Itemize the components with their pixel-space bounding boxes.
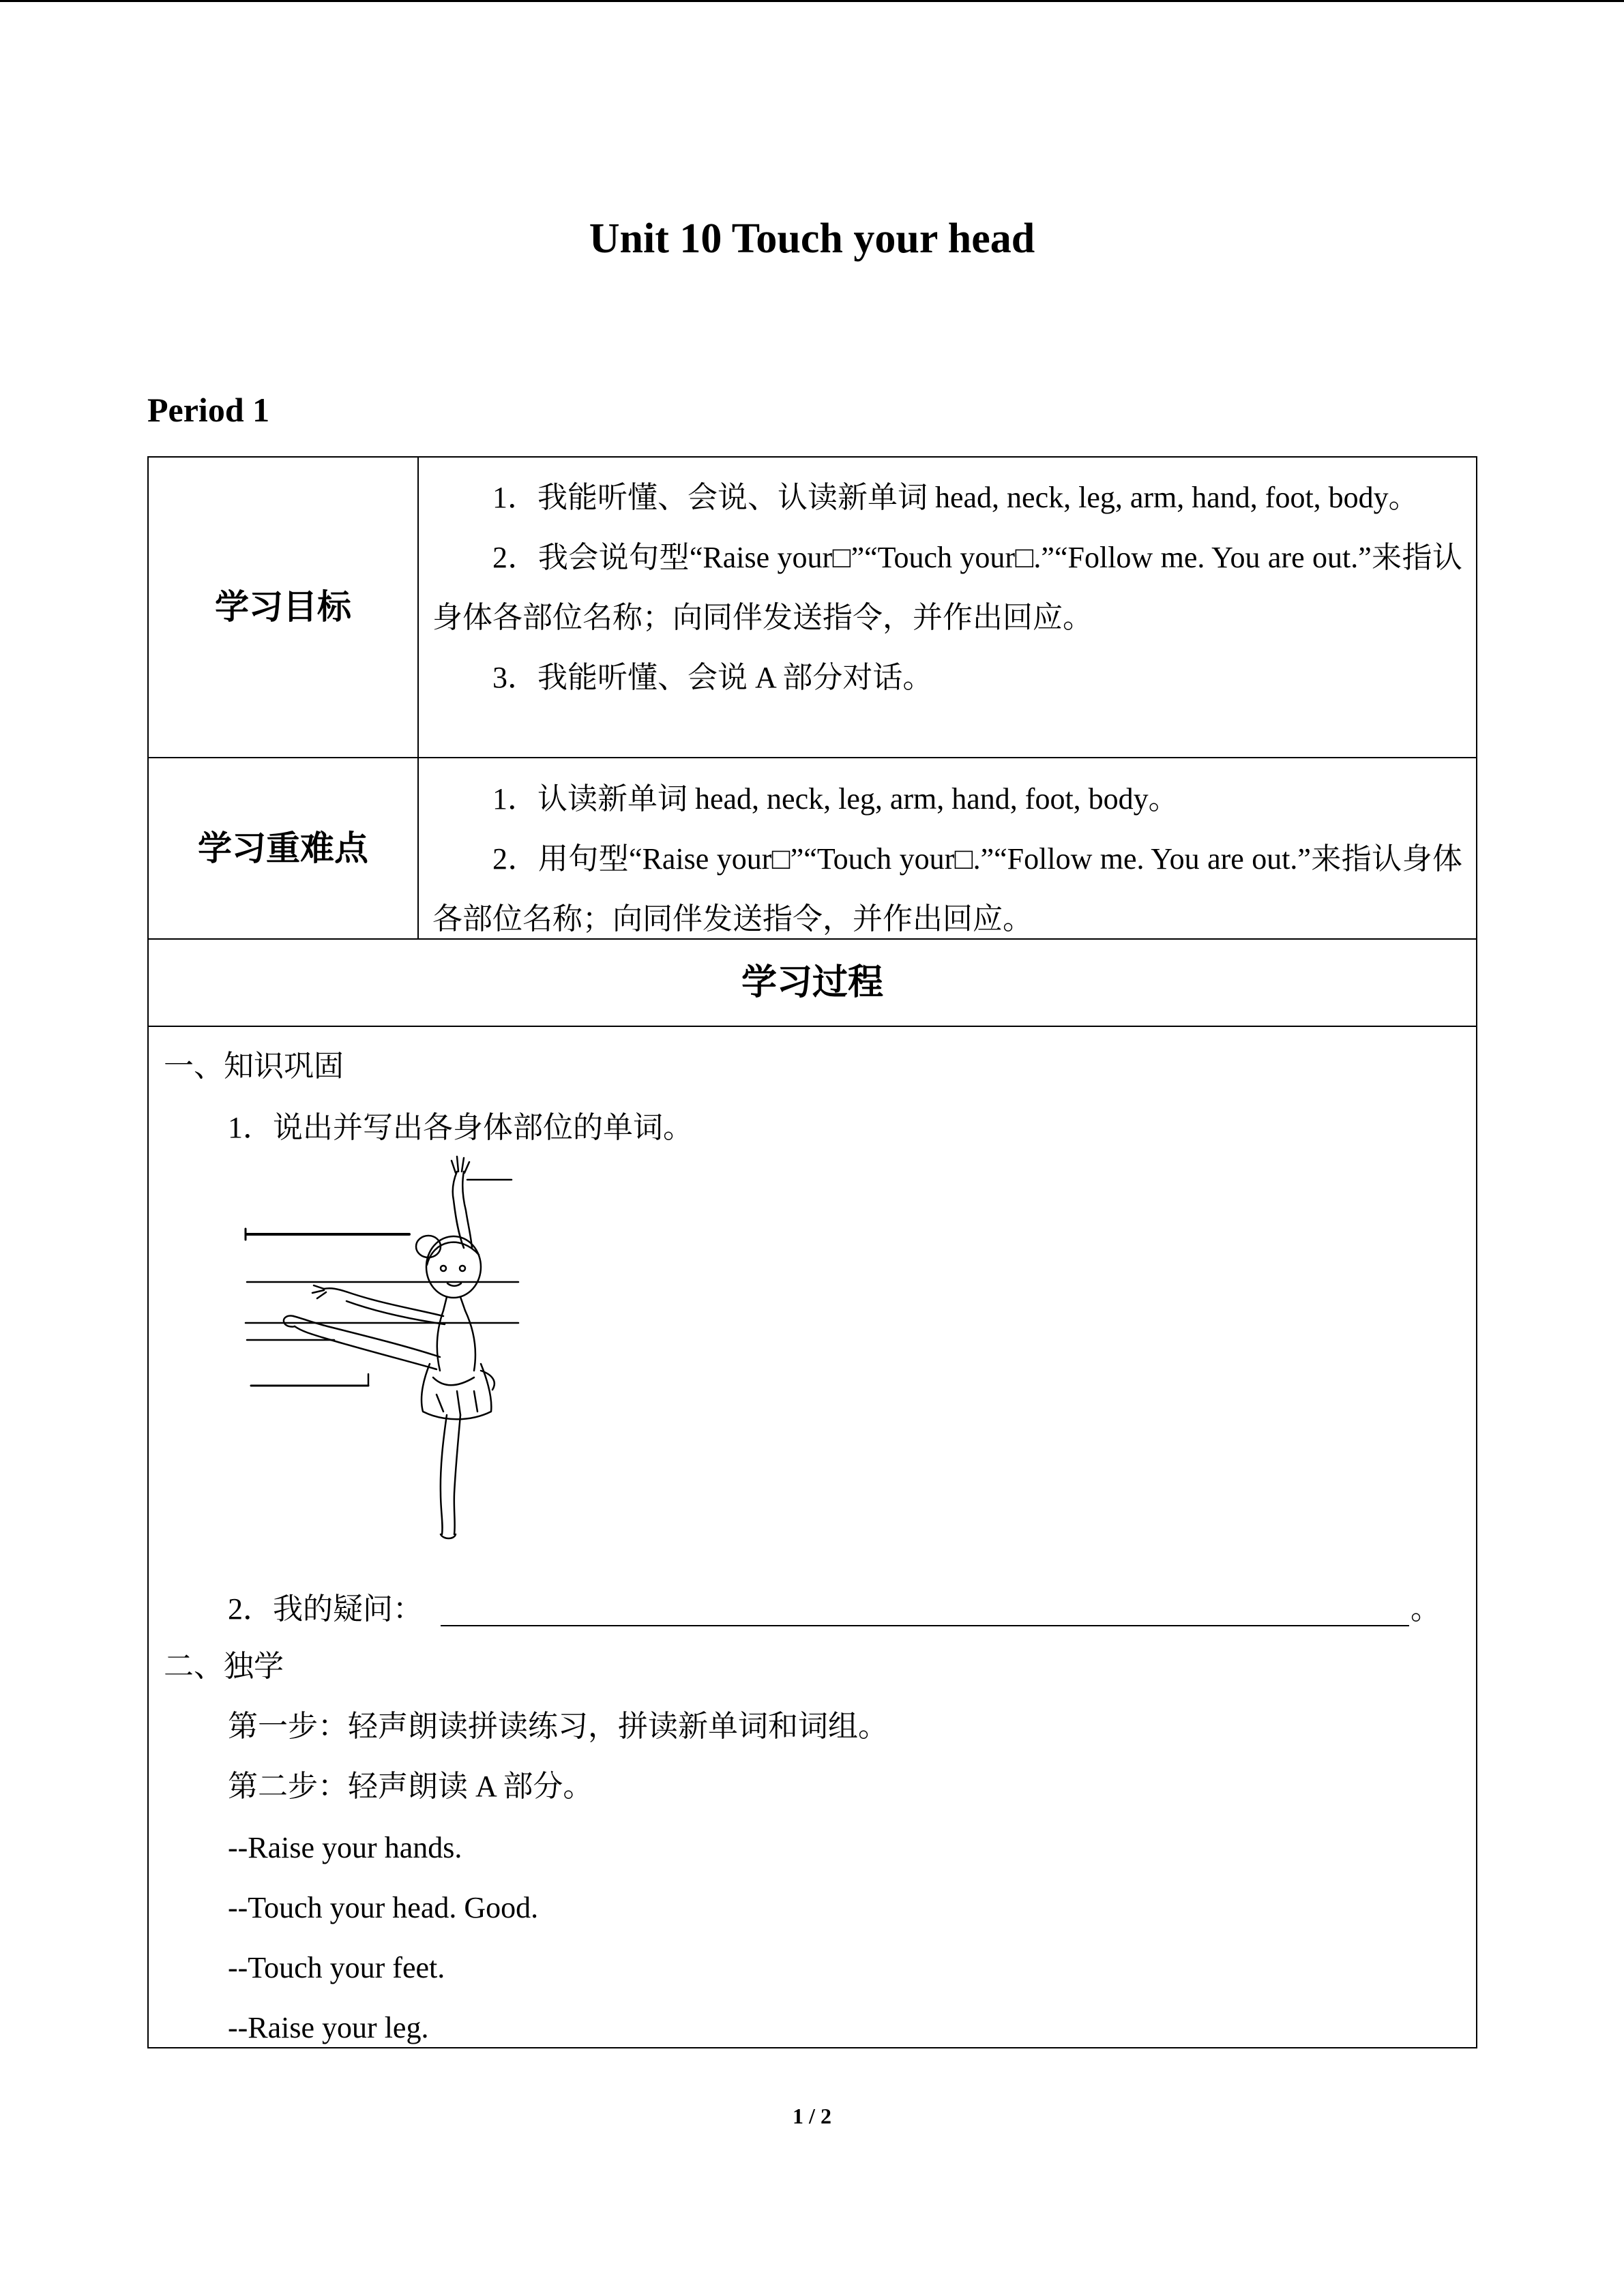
question-2-label: 2．我的疑问： bbox=[228, 1592, 423, 1626]
dialogue-line: --Raise your hands. bbox=[228, 1831, 462, 1864]
table-row-divider bbox=[147, 1026, 1477, 1027]
dialogue-line: --Touch your head. Good. bbox=[228, 1891, 539, 1924]
table-column-divider bbox=[417, 456, 419, 940]
goal-item: 3．我能听懂、会说 A 部分对话。 bbox=[492, 661, 933, 694]
answer-blank-line[interactable] bbox=[441, 1625, 1409, 1626]
step-2: 第二步：轻声朗读 A 部分。 bbox=[228, 1770, 593, 1803]
section1-heading: 一、知识巩固 bbox=[164, 1049, 344, 1083]
top-border bbox=[0, 0, 1624, 2]
key-point-item: 1．认读新单词 head, neck, leg, arm, hand, foot, body。 bbox=[492, 782, 1179, 816]
key-points-label: 学习重难点 bbox=[198, 829, 368, 868]
process-header: 学习过程 bbox=[741, 962, 883, 1003]
key-points-content bbox=[432, 769, 1462, 949]
dialogue-line: --Raise your leg. bbox=[228, 2011, 429, 2044]
step-1: 第一步：轻声朗读拼读练习，拼读新单词和词组。 bbox=[228, 1710, 888, 1743]
section2-heading: 二、独学 bbox=[164, 1650, 284, 1683]
key-point-item: 2．用句型“Raise your□”“Touch your□.”“Follow me. You are out.”来指认身体各部位名称；向同伴发送指令，并作出回应。 bbox=[432, 842, 1462, 936]
table-row-divider bbox=[147, 757, 1477, 758]
dialogue-line: --Touch your feet. bbox=[228, 1951, 445, 1984]
period-heading: Period 1 bbox=[147, 391, 270, 429]
page-number: 1 / 2 bbox=[793, 2104, 831, 2128]
question-2-end: 。 bbox=[1411, 1592, 1441, 1626]
goals-content bbox=[432, 468, 1462, 708]
question-1: 1．说出并写出各身体部位的单词。 bbox=[228, 1111, 693, 1144]
dancer-illustration bbox=[239, 1152, 525, 1541]
goal-item: 2．我会说句型“Raise your□”“Touch your□.”“Follow me. You are out.”来指认身体各部位名称；向同伴发送指令，并作出回应。 bbox=[432, 541, 1462, 634]
page-title: Unit 10 Touch your head bbox=[589, 215, 1035, 262]
goals-label: 学习目标 bbox=[215, 587, 351, 627]
goal-item: 1．我能听懂、会说、认读新单词 head, neck, leg, arm, hand, foot, body。 bbox=[492, 481, 1419, 514]
